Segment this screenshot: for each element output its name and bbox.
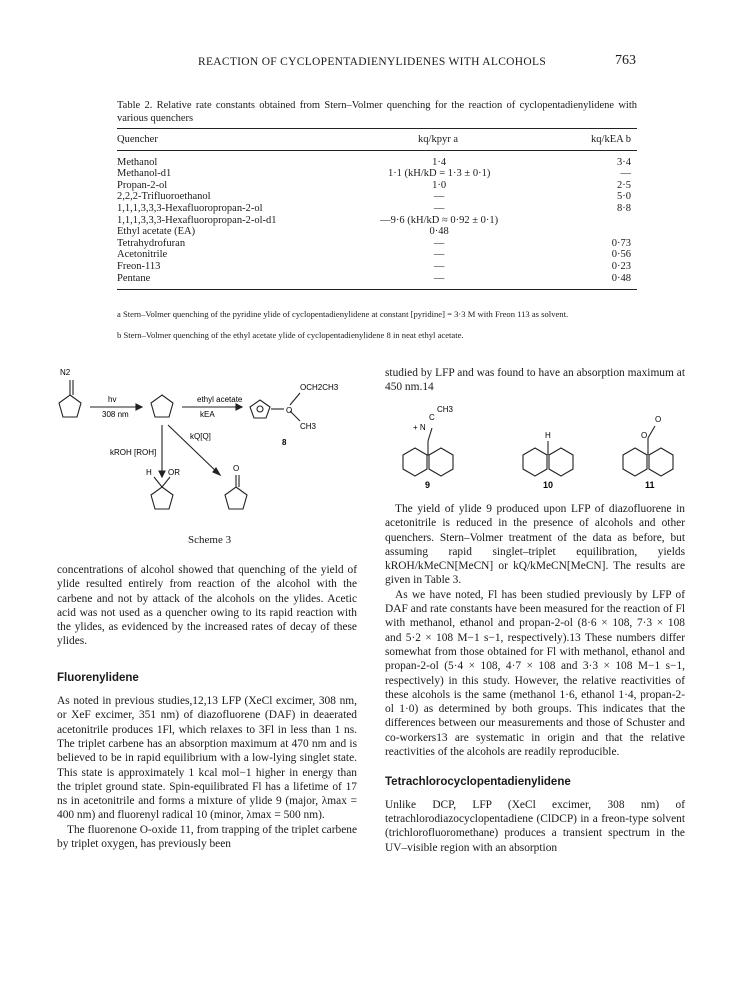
left-paragraph-2: As noted in previous studies,12,13 LFP (XeCl excimer, 308 nm, or XeF excimer, 351 nm) of diazofluorene (DAF) in deaerated acetonitrile produces 1Fl, which relaxes to 3Fl in less than 1 ns. The triplet carbene has an absorption maximum at 470 nm and is believed to be in rapid equilibrium with a low-lying singlet state. This state is approximately 1 kcal mol−1 higher in energy than the triplet ground state. Spin-equilibrated Fl has a lifetime of 17 ns in acetonitrile and forms a mixture of ylide 9 (major, λmax = 400 nm) and fluorenyl radical 10 (minor, λmax = 500 nm). [57, 695, 357, 822]
left-column [57, 563, 357, 851]
table-row [117, 273, 637, 290]
table-row [117, 249, 637, 261]
row-value-1: 1·4 [432, 156, 447, 168]
scheme-caption: Scheme 3 [188, 534, 232, 546]
row-value-2: 0·56 [611, 249, 631, 261]
table-row [117, 191, 637, 203]
cyclopentadiene-ring [59, 395, 81, 417]
n-plus-label: + N [413, 423, 426, 432]
nm-label: 308 nm [102, 410, 129, 419]
och2ch3-label: OCH2CH3 [300, 383, 339, 392]
row-value-2: 0·73 [611, 237, 631, 249]
ch3-structure-label: CH3 [437, 405, 454, 414]
or-label: OR [168, 468, 180, 477]
h-label: H [146, 468, 152, 477]
row-quencher: Freon-113 [117, 260, 161, 272]
right-paragraph-2: The yield of ylide 9 produced upon LFP of diazofluorene in acetonitrile is reduced in the presence of alcohols and other quenchers. Stern–Volmer treatment of the data as before, but assuming rapid singlet–triplet equilibration, yields kROH/kMeCN[MeCN] or kQ/kMeCN[MeCN]. The results are given in Table 3. [385, 503, 685, 587]
row-value-1: 1·1 (kH/kD = 1·3 ± 0·1) [387, 168, 491, 180]
row-value-1: — [433, 237, 445, 249]
page-number: 763 [615, 53, 636, 68]
row-quencher: Ethyl acetate (EA) [117, 226, 196, 238]
row-value-1: 1·0 [432, 179, 447, 191]
h-structure-label: H [545, 431, 551, 440]
right-paragraph-4: Unlike DCP, LFP (XeCl excimer, 308 nm) of tetrachlorodiazocyclopentadiene (ClDCP) in a freon-type solvent (trichlorofluoromethane) produces a transient spectrum in the UV–visible region with an absorption [385, 798, 685, 854]
row-quencher: Tetrahydrofuran [117, 237, 186, 249]
n2-label: N2 [60, 368, 71, 377]
row-value-1: — [433, 260, 445, 272]
right-paragraph-1: studied by LFP and was found to have an absorption maximum at 450 nm.14 [385, 367, 685, 394]
compound-9-label: 9 [425, 480, 431, 490]
compound-11-label: 11 [645, 480, 655, 490]
row-value-2: 8·8 [617, 202, 631, 214]
ethyl-acetate-label: ethyl acetate [197, 395, 243, 404]
table-row [117, 238, 637, 250]
structures-9-10-11 [385, 398, 685, 490]
row-quencher: Methanol-d1 [117, 168, 172, 180]
compound-10-label: 10 [543, 480, 554, 490]
row-value-1: 0·48 [429, 226, 449, 238]
table-footnote-b: b Stern–Volmer quenching of the ethyl acetate ylide of cyclopentadienylidene 8 in neat ethyl acetate. [117, 330, 464, 340]
row-value-1: — [433, 249, 445, 261]
row-quencher: Methanol [117, 156, 158, 168]
o2-structure-label: O [655, 415, 662, 424]
row-value-1: — [433, 202, 445, 214]
running-head: REACTION OF CYCLOPENTADIENYLIDENES WITH ALCOHOLS [197, 56, 547, 68]
left-paragraph-3: The fluorenone O-oxide 11, from trapping of the triplet carbene by triplet oxygen, has previously been [57, 823, 357, 851]
row-value-2 [523, 215, 637, 227]
row-value-2 [523, 226, 637, 238]
table-row [117, 180, 637, 192]
header-quencher: Quencher [117, 134, 158, 145]
row-value-2: — [620, 168, 631, 180]
row-quencher: 2,2,2-Trifluoroethanol [117, 191, 211, 203]
table-footnote-a: a Stern–Volmer quenching of the pyridine ylide of cyclopentadienylidene at constant [pyridine] = 3·3 M with Freon 113 as solvent. [117, 309, 569, 319]
oxygen-label: O [286, 406, 293, 415]
ketone-o-label: O [233, 464, 240, 473]
row-quencher: Propan-2-ol [117, 179, 168, 191]
table-row [117, 261, 637, 273]
row-value-2: 2·5 [617, 179, 631, 191]
table-2 [117, 128, 637, 290]
compound-8-label: 8 [282, 438, 287, 447]
row-quencher: 1,1,1,3,3,3-Hexafluoropropan-2-ol-d1 [117, 214, 277, 226]
c-label: C [429, 413, 435, 422]
row-quencher: Pentane [117, 272, 151, 284]
row-value-2: 3·4 [617, 156, 631, 168]
left-paragraph-1: concentrations of alcohol showed that quenching of the yield of ylide resulted entirely from reaction of the alcohol with the carbene and not by attack of the alcohols on the ylides. Acetic acid was not used as a quencher owing to its rapid reaction with the ylides, as evidenced by the increased rates of decay of these ylides. [57, 564, 357, 648]
hv-label: hv [108, 395, 117, 404]
row-value-2: 0·23 [611, 260, 631, 272]
table-row [117, 151, 637, 169]
table-row [117, 168, 637, 180]
right-column [385, 502, 685, 855]
o-structure-label: O [641, 431, 648, 440]
row-quencher: 1,1,1,3,3,3-Hexafluoropropan-2-ol [117, 202, 263, 214]
table-bottom-rule [117, 289, 637, 290]
section-heading-tetrachloro: Tetrachlorocyclopentadienylidene [385, 776, 571, 789]
header-col2: kq/kpyr a [418, 134, 458, 145]
table-row [117, 215, 637, 227]
section-heading-fluorenylidene: Fluorenylidene [57, 671, 139, 684]
table-caption: Table 2. Relative rate constants obtained from Stern–Volmer quenching for the reaction of cyclopentadienylidene with various quenchers [117, 100, 637, 124]
table-row [117, 203, 637, 215]
row-value-2: 5·0 [617, 191, 631, 203]
scheme-3-figure [50, 355, 370, 520]
header-col3: kq/kEA b [591, 134, 631, 145]
row-quencher: Acetonitrile [117, 249, 168, 261]
right-column-top [385, 366, 685, 395]
row-value-2: 0·48 [611, 272, 631, 284]
row-value-1: — [433, 191, 445, 203]
right-paragraph-3: As we have noted, Fl has been studied previously by LFP of DAF and rate constants have been measured for the reaction of Fl with methanol, ethanol and propan-2-ol (8·6 × 108, 7·3 × 108 and 5·2 × 108 M−1 s−1, respectively).13 These numbers differ somewhat from those obtained for Fl with methanol, ethanol and propan-2-ol (5·4 × 108, 4·7 × 108 and 3·3 × 108 M−1 s−1, respectively) in this study. However, the relative reactivities of these alcohols is the same (methanol 1·6, ethanol 1·4, propan-2-ol 1·0) as determined by both groups. This indicates that the differences between our measurements and those of Schuster and co-workers13 are systematic in origin and that the relative reactivities of the alcohols are readily reproducible. [385, 588, 685, 759]
table-row [117, 226, 637, 238]
ch3-label: CH3 [300, 422, 317, 431]
row-value-1: —9·6 (kH/kD ≈ 0·92 ± 0·1) [380, 214, 499, 226]
kq-label: kQ[Q] [190, 432, 211, 441]
kroh-label: kROH [ROH] [110, 448, 157, 457]
kea-label: kEA [200, 410, 215, 419]
row-value-1: — [433, 272, 445, 284]
